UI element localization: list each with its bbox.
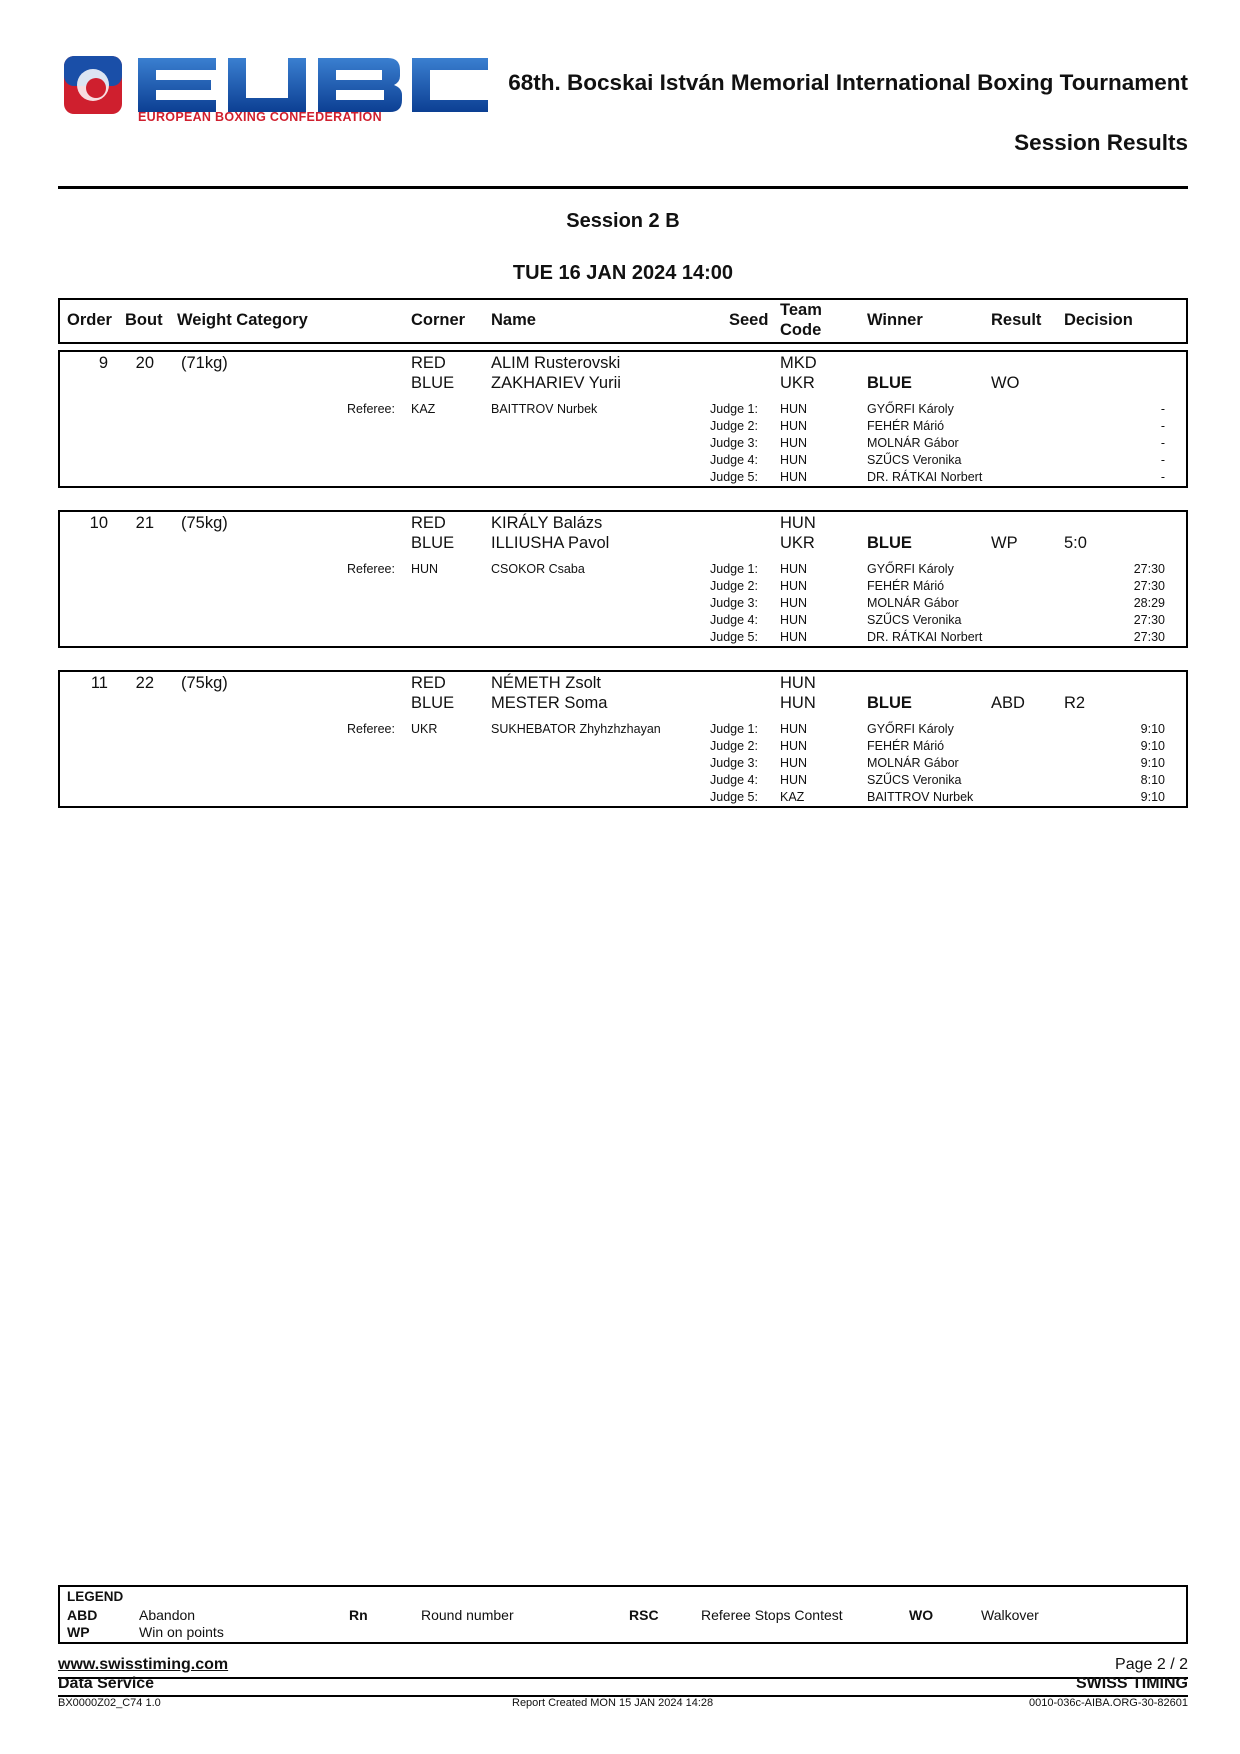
blue-boxer-name: ILLIUSHA Pavol	[491, 534, 610, 552]
judge-name: GYŐRFI Károly	[867, 562, 954, 576]
judge-label: Judge 4:	[710, 773, 758, 787]
legend-desc: Round number	[421, 1607, 514, 1623]
footer-divider	[58, 1677, 1188, 1679]
winner-value: BLUE	[867, 374, 912, 392]
judge-country: HUN	[780, 739, 808, 753]
judge-country: HUN	[780, 402, 808, 416]
judge-country: HUN	[780, 630, 808, 644]
judge-score: -	[1160, 470, 1165, 484]
legend-desc: Win on points	[139, 1624, 224, 1640]
session-name: Session 2 B	[566, 210, 680, 232]
column-header-row	[58, 298, 1188, 344]
judge-score: 27:30	[1133, 630, 1165, 644]
col-winner: Winner	[867, 311, 923, 329]
legend-desc: Abandon	[139, 1607, 196, 1623]
legend-desc: Walkover	[981, 1607, 1039, 1623]
legend-code: Rn	[349, 1607, 368, 1623]
judge-country: KAZ	[780, 790, 805, 804]
bout-weight: (71kg)	[181, 354, 228, 372]
logo-subtitle: EUROPEAN BOXING CONFEDERATION	[138, 110, 382, 124]
report-subtitle: Session Results	[1014, 130, 1188, 155]
footer-doc-id: 0010-036c-AIBA.ORG-30-82601	[1029, 1697, 1188, 1709]
judge-name: BAITTROV Nurbek	[867, 790, 974, 804]
bout-order: 9	[98, 354, 108, 372]
judge-country: HUN	[780, 756, 808, 770]
judge-score: 27:30	[1133, 562, 1165, 576]
judge-name: GYŐRFI Károly	[867, 722, 954, 736]
col-seed: Seed	[729, 311, 769, 329]
decision-value: 5:0	[1064, 534, 1087, 552]
tournament-title: 68th. Bocskai István Memorial International Boxing Tournament	[508, 70, 1188, 95]
judge-score: -	[1160, 402, 1165, 416]
referee-label: Referee:	[347, 562, 395, 576]
result-value: WP	[991, 534, 1018, 552]
blue-boxer-name: MESTER Soma	[491, 694, 608, 712]
bout-order: 10	[89, 514, 108, 532]
judge-name: FEHÉR Márió	[867, 579, 945, 593]
judge-country: HUN	[780, 613, 808, 627]
judge-label: Judge 3:	[710, 596, 758, 610]
judge-score: 9:10	[1140, 790, 1165, 804]
judge-name: MOLNÁR Gábor	[867, 596, 959, 610]
col-decision: Decision	[1064, 311, 1133, 329]
judge-label: Judge 3:	[710, 756, 758, 770]
judge-name: MOLNÁR Gábor	[867, 436, 959, 450]
red-corner: RED	[411, 354, 446, 372]
blue-corner: BLUE	[411, 694, 455, 712]
red-corner: RED	[411, 514, 446, 532]
header-divider	[58, 186, 1188, 189]
judge-score: -	[1160, 419, 1165, 433]
referee-name: SUKHEBATOR Zhyhzhzhayan	[491, 722, 661, 736]
judge-label: Judge 2:	[710, 419, 758, 433]
col-team-2: Code	[780, 321, 822, 339]
legend-code: WP	[67, 1624, 90, 1640]
referee-label: Referee:	[347, 402, 395, 416]
legend-title: LEGEND	[67, 1589, 124, 1604]
judge-name: SZŰCS Veronika	[867, 453, 962, 467]
eubc-logo	[60, 52, 490, 132]
col-order: Order	[67, 311, 112, 329]
footer-data-service: Data Service	[58, 1675, 155, 1692]
legend-box	[58, 1585, 1188, 1644]
judge-label: Judge 2:	[710, 579, 758, 593]
judge-label: Judge 3:	[710, 436, 758, 450]
bout-weight: (75kg)	[181, 514, 228, 532]
judge-score: 28:29	[1133, 596, 1165, 610]
col-corner: Corner	[411, 311, 466, 329]
judge-label: Judge 1:	[710, 402, 758, 416]
col-weight: Weight Category	[177, 311, 308, 329]
red-team-code: MKD	[780, 354, 817, 372]
judge-name: MOLNÁR Gábor	[867, 756, 959, 770]
judge-country: HUN	[780, 596, 808, 610]
legend-code: RSC	[629, 1607, 659, 1623]
judge-score: 9:10	[1140, 756, 1165, 770]
judge-name: FEHÉR Márió	[867, 419, 945, 433]
judge-country: HUN	[780, 436, 808, 450]
legend-code: ABD	[67, 1607, 98, 1623]
judge-label: Judge 2:	[710, 739, 758, 753]
referee-country: KAZ	[411, 402, 436, 416]
footer-brand: SWISS TIMING	[1076, 1675, 1188, 1692]
judge-country: HUN	[780, 722, 808, 736]
col-team-1: Team	[780, 301, 822, 319]
blue-team-code: HUN	[780, 694, 816, 712]
judge-name: SZŰCS Veronika	[867, 773, 962, 787]
red-boxer-name: KIRÁLY Balázs	[491, 514, 603, 532]
judge-score: -	[1160, 436, 1165, 450]
bout-number: 22	[135, 674, 154, 692]
legend-code: WO	[909, 1607, 934, 1623]
red-team-code: HUN	[780, 514, 816, 532]
footer-page: Page 2 / 2	[1115, 1656, 1188, 1673]
judge-score: 8:10	[1140, 773, 1165, 787]
referee-name: BAITTROV Nurbek	[491, 402, 598, 416]
red-boxer-name: NÉMETH Zsolt	[491, 674, 602, 692]
judge-name: FEHÉR Márió	[867, 739, 945, 753]
judge-label: Judge 5:	[710, 470, 758, 484]
session-datetime: TUE 16 JAN 2024 14:00	[512, 262, 734, 284]
decision-value: R2	[1064, 694, 1086, 712]
judge-name: SZŰCS Veronika	[867, 613, 962, 627]
blue-corner: BLUE	[411, 374, 455, 392]
red-team-code: HUN	[780, 674, 816, 692]
judge-score: 9:10	[1140, 722, 1165, 736]
blue-boxer-name: ZAKHARIEV Yurii	[491, 374, 621, 392]
result-value: ABD	[991, 694, 1025, 712]
bout-block	[58, 350, 1188, 488]
judge-score: 9:10	[1140, 739, 1165, 753]
bout-number: 21	[135, 514, 154, 532]
judge-country: HUN	[780, 579, 808, 593]
blue-team-code: UKR	[780, 534, 815, 552]
judge-country: HUN	[780, 453, 808, 467]
blue-corner: BLUE	[411, 534, 455, 552]
referee-country: UKR	[411, 722, 438, 736]
bout-block	[58, 670, 1188, 808]
result-value: WO	[991, 374, 1020, 392]
col-bout: Bout	[125, 311, 163, 329]
red-boxer-name: ALIM Rusterovski	[491, 354, 621, 372]
judge-label: Judge 4:	[710, 453, 758, 467]
judge-label: Judge 4:	[710, 613, 758, 627]
referee-label: Referee:	[347, 722, 395, 736]
footer-website[interactable]: www.swisstiming.com	[58, 1656, 229, 1673]
judge-score: -	[1160, 453, 1165, 467]
winner-value: BLUE	[867, 694, 912, 712]
red-corner: RED	[411, 674, 446, 692]
blue-team-code: UKR	[780, 374, 815, 392]
footer-report-created: Report Created MON 15 JAN 2024 14:28	[512, 1697, 714, 1709]
judge-name: DR. RÁTKAI Norbert	[867, 630, 983, 644]
judge-country: HUN	[780, 773, 808, 787]
bout-weight: (75kg)	[181, 674, 228, 692]
judge-label: Judge 5:	[710, 790, 758, 804]
winner-value: BLUE	[867, 534, 912, 552]
judge-country: HUN	[780, 470, 808, 484]
judge-score: 27:30	[1133, 579, 1165, 593]
referee-country: HUN	[411, 562, 439, 576]
legend-desc: Referee Stops Contest	[701, 1607, 843, 1623]
judge-label: Judge 1:	[710, 562, 758, 576]
bout-number: 20	[135, 354, 154, 372]
judge-country: HUN	[780, 562, 808, 576]
judge-score: 27:30	[1133, 613, 1165, 627]
col-name: Name	[491, 311, 536, 329]
col-result: Result	[991, 311, 1042, 329]
bout-block	[58, 510, 1188, 648]
footer-doc-code: BX0000Z02_C74 1.0	[58, 1697, 161, 1709]
judge-country: HUN	[780, 419, 808, 433]
bout-order: 11	[90, 674, 108, 692]
judge-name: DR. RÁTKAI Norbert	[867, 470, 983, 484]
judge-label: Judge 5:	[710, 630, 758, 644]
judge-name: GYŐRFI Károly	[867, 402, 954, 416]
judge-label: Judge 1:	[710, 722, 758, 736]
referee-name: CSOKOR Csaba	[491, 562, 585, 576]
